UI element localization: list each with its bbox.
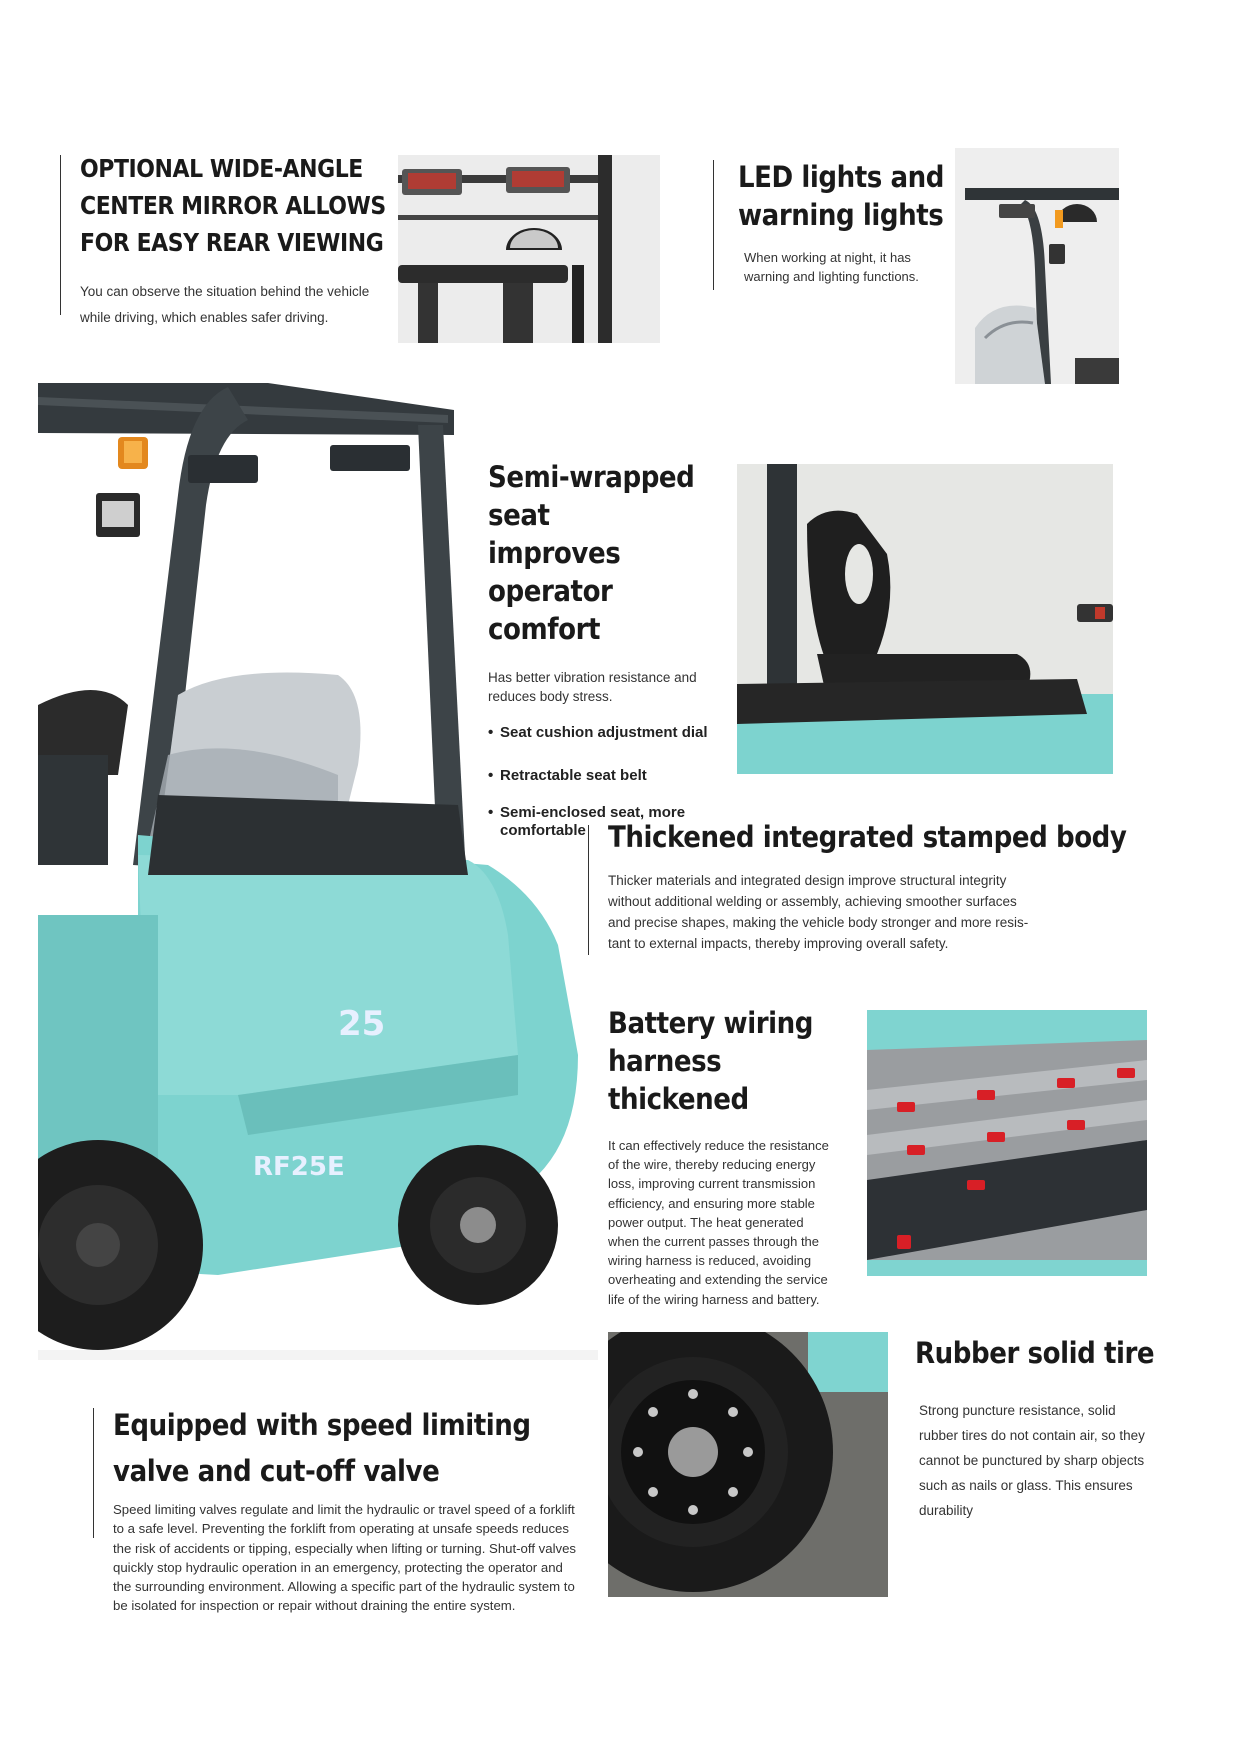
battery-body-line: life of the wiring harness and battery.	[608, 1291, 820, 1307]
valve-title-line: Equipped with speed limiting	[113, 1408, 531, 1442]
mirror-title-line: FOR EASY REAR VIEWING	[80, 228, 384, 257]
seat-bullet: • Retractable seat belt	[488, 766, 647, 784]
tire-section	[915, 1334, 1155, 1523]
seat-body-line: reduces body stress.	[488, 689, 613, 704]
seat-title-line: Semi-wrapped seat	[488, 460, 695, 532]
battery-title	[608, 1004, 842, 1118]
seat-photo	[737, 464, 1113, 774]
led-title-line: warning lights	[738, 198, 944, 232]
battery-body-line: loss, improving current transmission	[608, 1176, 816, 1192]
led-divider	[713, 160, 714, 290]
tire-title: Rubber solid tire	[915, 1336, 1155, 1370]
led-title-line: LED lights and	[738, 160, 945, 194]
mirror-body-line: while driving, which enables safer driving.	[80, 310, 329, 325]
battery-body-line: power output. The heat generated	[608, 1214, 804, 1230]
valve-body-line: to a safe level. Preventing the forklift from operating at unsafe speeds reduces	[113, 1521, 569, 1537]
battery-body-line: overheating and extending the service	[608, 1272, 828, 1288]
battery-body	[608, 1136, 848, 1309]
battery-body-line: when the current passes through the	[608, 1234, 820, 1250]
battery-section	[608, 1004, 848, 1309]
valve-divider	[93, 1408, 94, 1538]
valve-body-line: quickly stop hydraulic operation in an emergency, protecting the operator and	[113, 1559, 563, 1575]
model-label: RF25E	[253, 1152, 345, 1182]
led-section	[738, 158, 958, 286]
valve-body-line: the risk of accidents or tipping, especially when lifting or turning. Shut-off valves	[113, 1540, 577, 1556]
led-photo	[955, 148, 1119, 384]
seat-title	[488, 458, 740, 648]
seat-body-line: Has better vibration resistance and	[488, 670, 697, 685]
tire-body-line: cannot be punctured by sharp objects	[919, 1453, 1145, 1468]
body-frame-line: Thicker materials and integrated design improve structural integrity	[608, 873, 1007, 888]
body-frame-title: Thickened integrated stamped body	[608, 820, 1127, 854]
led-title	[738, 158, 954, 234]
battery-body-line: efficiency, and ensuring more stable	[608, 1195, 815, 1211]
battery-title-line: Battery wiring	[608, 1006, 813, 1040]
battery-body-line: It can effectively reduce the resistance	[608, 1138, 829, 1153]
mirror-photo	[398, 155, 660, 343]
valve-title-line: valve and cut-off valve	[113, 1454, 440, 1488]
battery-title-line: harness thickened	[608, 1044, 749, 1116]
valve-body-line: Speed limiting valves regulate and limit the hydraulic or travel speed of a forklift	[113, 1502, 575, 1517]
seat-bullet: • Seat cushion adjustment dial	[488, 724, 708, 741]
tire-body-line: rubber tires do not contain air, so they	[919, 1428, 1145, 1443]
body-frame-body	[608, 870, 1078, 954]
seat-title-line: improves operator	[488, 536, 621, 608]
body-divider	[588, 825, 589, 955]
battery-photo	[867, 1010, 1147, 1276]
body-frame-line: without additional welding or assembly, achieving smoother surfaces	[608, 894, 1017, 909]
body-frame-line: tant to external impacts, thereby improving overall safety.	[608, 936, 949, 951]
seat-title-line: comfort	[488, 612, 601, 646]
seat-section	[488, 458, 748, 841]
seat-bullet-text: Retractable seat belt	[500, 766, 647, 784]
battery-body-line: wiring harness is reduced, avoiding	[608, 1253, 812, 1269]
body-frame-line: and precise shapes, making the vehicle body stronger and more resis-	[608, 915, 1029, 930]
valve-section	[113, 1402, 603, 1616]
seat-bullet-text: Semi-enclosed seat, more comfortable	[500, 803, 686, 840]
valve-body	[113, 1500, 603, 1616]
tire-body-line: durability	[919, 1503, 974, 1518]
tire-photo	[608, 1332, 888, 1597]
valve-title	[113, 1402, 581, 1494]
body-frame-section	[608, 818, 1127, 954]
mirror-body-line: You can observe the situation behind the vehicle	[80, 284, 370, 299]
valve-body-line: the surrounding environment. Allowing a specific part of the hydraulic system to	[113, 1579, 575, 1595]
led-body-line: warning and lighting functions.	[744, 269, 919, 284]
mirror-divider	[60, 155, 61, 315]
seat-bullet: • Semi-enclosed seat, more comfortable	[488, 803, 686, 840]
seat-bullet-text: Seat cushion adjustment dial	[500, 724, 708, 741]
mirror-section	[80, 150, 390, 331]
led-body-line: When working at night, it has	[744, 250, 911, 265]
mirror-title-line: OPTIONAL WIDE-ANGLE	[80, 154, 363, 183]
mirror-title-line: CENTER MIRROR ALLOWS	[80, 191, 386, 220]
tire-body	[915, 1398, 1155, 1523]
mirror-title	[80, 150, 397, 261]
capacity-label: 25	[338, 1004, 386, 1044]
valve-body-line: be isolated for inspection or repair without draining the entire system.	[113, 1598, 516, 1614]
tire-body-line: Strong puncture resistance, solid	[919, 1403, 1116, 1418]
led-body	[738, 248, 958, 286]
tire-body-line: such as nails or glass. This ensures	[919, 1478, 1133, 1493]
mirror-body	[80, 279, 390, 331]
seat-body	[488, 668, 748, 706]
battery-body-line: of the wire, thereby reducing energy	[608, 1157, 816, 1173]
